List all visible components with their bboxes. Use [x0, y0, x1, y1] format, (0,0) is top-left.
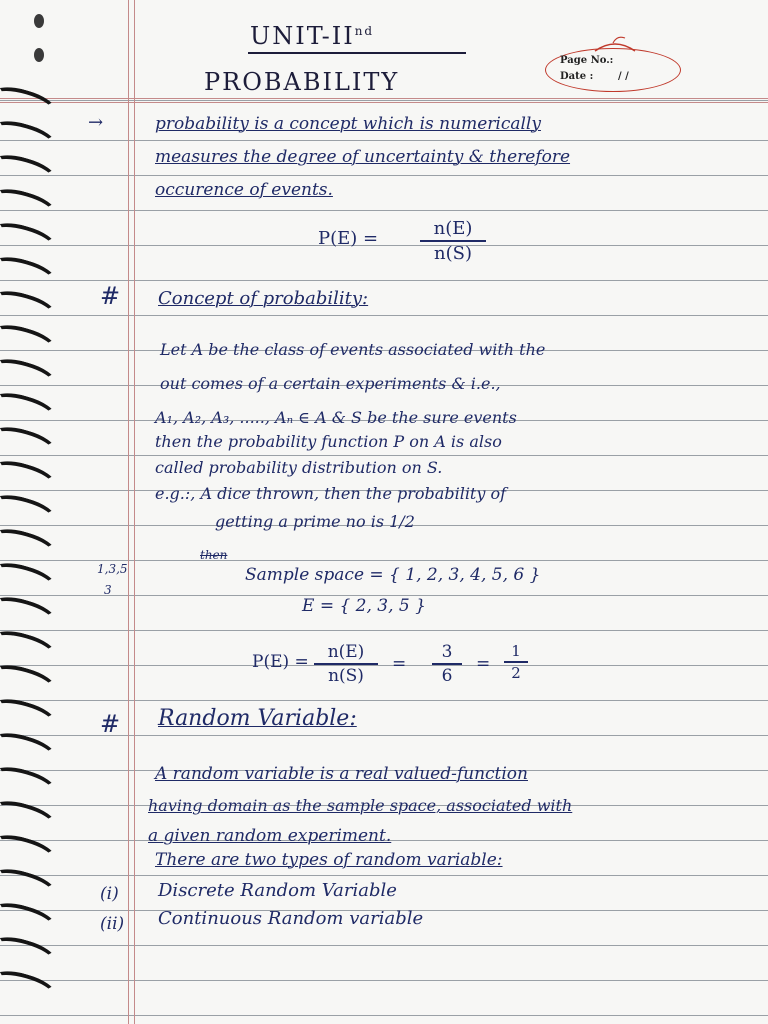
example-answer: 1/2 — [389, 512, 415, 531]
spiral-ring — [0, 116, 58, 156]
subject-heading: PROBABILITY — [204, 68, 400, 96]
ruled-line — [0, 140, 768, 141]
ruled-line — [0, 100, 768, 101]
spiral-ring — [0, 558, 58, 598]
margin-line — [134, 0, 135, 1024]
spiral-ring — [0, 490, 58, 530]
value-fraction — [432, 642, 462, 686]
unit-superscript: nd — [354, 24, 375, 38]
ruled-line — [0, 175, 768, 176]
ruled-line — [0, 980, 768, 981]
arrow-icon: → — [88, 112, 104, 133]
intro-line-2: measures the degree of uncertainty & therefore — [155, 147, 571, 167]
ruled-line — [0, 455, 768, 456]
concept-line-3: A₁, A₂, A₃, ....., Aₙ ∈ A & S be the sure events — [155, 408, 517, 427]
result-numerator: 1 — [511, 642, 521, 660]
spiral-ring — [0, 252, 58, 292]
result-fraction — [504, 642, 528, 682]
type-label-2: Continuous Random variable — [158, 908, 424, 929]
equals-sign: = — [392, 654, 407, 674]
margin-line — [128, 0, 129, 1024]
unit-text: UNIT-II — [250, 22, 355, 50]
value-numerator: 3 — [441, 642, 453, 662]
punch-hole — [34, 14, 44, 28]
fraction-bar — [314, 663, 378, 665]
type-marker-2: (ii) — [100, 914, 125, 934]
type-marker-1: (i) — [100, 884, 119, 904]
spiral-ring — [0, 762, 58, 802]
ruled-line — [0, 665, 768, 666]
intro-line-1: probability is a concept which is numerically — [155, 114, 541, 134]
ruled-line — [0, 560, 768, 561]
hash-icon: # — [100, 282, 121, 310]
date-value: / / — [618, 71, 629, 82]
random-variable-title: Random Variable: — [158, 706, 357, 731]
rv-line-3: a given random experiment. — [148, 826, 392, 846]
spiral-ring — [0, 932, 58, 972]
hash-icon: # — [100, 710, 121, 738]
spiral-ring — [0, 150, 58, 190]
pe-denominator: n(S) — [328, 665, 364, 686]
punch-hole — [34, 48, 44, 62]
spiral-ring — [0, 966, 58, 1006]
result-denominator: 2 — [511, 663, 521, 682]
spiral-ring — [0, 626, 58, 666]
spiral-ring — [0, 898, 58, 938]
spiral-ring — [0, 320, 58, 360]
date-label: Date : — [560, 71, 594, 82]
margin-note: 3 — [104, 583, 112, 597]
ruled-line — [0, 245, 768, 246]
rv-line-1: A random variable is a real valued-function — [155, 764, 528, 784]
header-red-line — [0, 102, 768, 103]
spiral-ring — [0, 796, 58, 836]
probability-formula-fraction — [420, 218, 486, 264]
spiral-ring — [0, 864, 58, 904]
concept-title: Concept of probability: — [158, 288, 369, 309]
spiral-ring — [0, 184, 58, 224]
pe-fraction — [314, 642, 378, 686]
spiral-ring — [0, 388, 58, 428]
fraction-bar — [420, 240, 486, 242]
concept-line-5: called probability distribution on S. — [155, 458, 443, 477]
spiral-ring — [0, 592, 58, 632]
concept-line-1: Let A be the class of events associated with the — [160, 340, 546, 359]
ruled-line — [0, 280, 768, 281]
ruled-line — [0, 210, 768, 211]
ruled-line — [0, 945, 768, 946]
spiral-ring — [0, 286, 58, 326]
spiral-ring — [0, 524, 58, 564]
type-label-1: Discrete Random Variable — [158, 880, 397, 901]
apple-logo-icon — [591, 35, 639, 55]
ruled-line — [0, 1015, 768, 1016]
margin-note: 1,3,5 — [97, 562, 128, 576]
pe-numerator: n(E) — [327, 642, 365, 662]
struck-word: then — [200, 548, 228, 562]
page-date-badge — [545, 48, 681, 92]
page-no-label: Page No.: — [560, 55, 614, 66]
intro-line-3: occurence of events. — [155, 180, 333, 200]
sample-space: Sample space = { 1, 2, 3, 4, 5, 6 } — [245, 565, 541, 585]
event-set: E = { 2, 3, 5 } — [302, 596, 426, 616]
spiral-ring — [0, 728, 58, 768]
header-red-line — [0, 98, 768, 99]
concept-line-2: out comes of a certain experiments & i.e., — [160, 374, 501, 393]
ruled-line — [0, 630, 768, 631]
rv-line-4: There are two types of random variable: — [155, 850, 503, 870]
spiral-ring — [0, 218, 58, 258]
pe-lhs: P(E) = — [252, 652, 309, 672]
ruled-line — [0, 700, 768, 701]
formula-denominator: n(S) — [434, 242, 472, 264]
value-denominator: 6 — [441, 665, 453, 686]
ruled-line — [0, 315, 768, 316]
concept-line-7 — [215, 512, 415, 531]
equals-sign: = — [476, 654, 491, 674]
rv-line-2: having domain as the sample space, associated with — [148, 796, 573, 815]
formula-lhs: P(E) = — [318, 228, 379, 249]
ruled-line — [0, 875, 768, 876]
concept-line-6: e.g.:, A dice thrown, then the probability of — [155, 484, 507, 503]
spiral-ring — [0, 830, 58, 870]
concept-line-4: then the probability function P on A is also — [155, 432, 502, 451]
example-text: getting a prime no is — [215, 512, 390, 531]
fraction-bar — [432, 663, 462, 665]
spiral-ring — [0, 354, 58, 394]
fraction-bar — [504, 661, 528, 663]
unit-underline — [248, 52, 466, 54]
unit-heading — [250, 22, 374, 50]
formula-numerator: n(E) — [433, 218, 473, 239]
spiral-ring — [0, 82, 58, 122]
